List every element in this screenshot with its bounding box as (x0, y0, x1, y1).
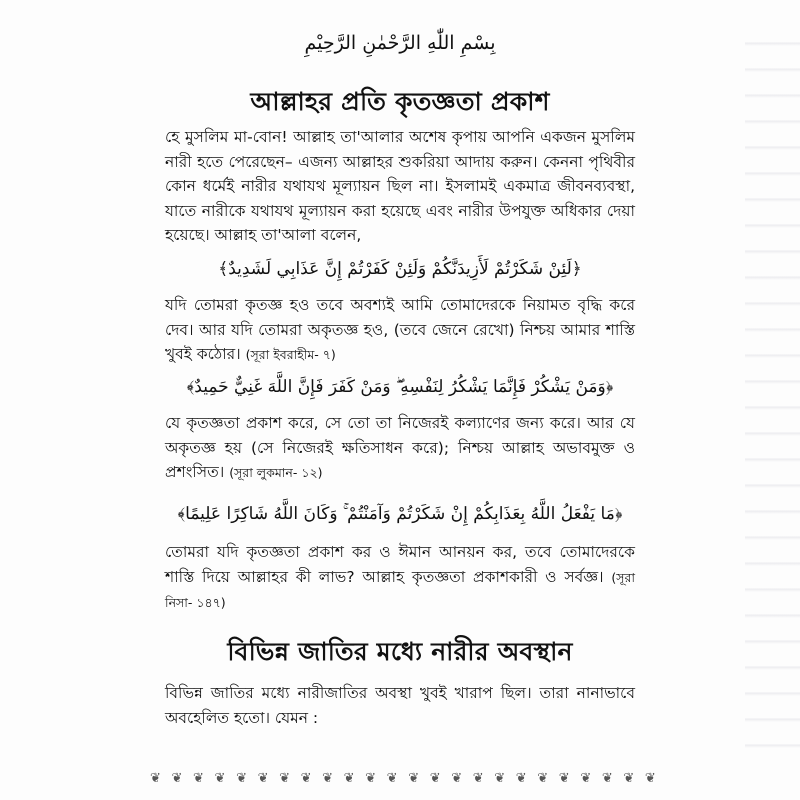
nisa-translation-text: তোমরা যদি কৃতজ্ঞতা প্রকাশ কর ও ঈমান আনয়ন কর, তবে তোমাদেরকে শাস্তি দিয়ে আল্লাহর কী লাভ? আল্লাহ কৃতজ্ঞতা প্রকাশকারী ও সর্বজ্ঞ। (165, 543, 635, 586)
heading-women-status: বিভিন্ন জাতির মধ্যে নারীর অবস্থান (227, 637, 573, 666)
ornament-flourish-icon: ❦ (386, 770, 397, 786)
paragraph-luqman-translation (165, 411, 635, 486)
ornament-flourish-icon: ❦ (343, 770, 354, 786)
ornament-flourish-icon: ❦ (300, 770, 311, 786)
luqman-translation-text: যে কৃতজ্ঞতা প্রকাশ করে, সে তো তা নিজেরই কল্যাণের জন্য করে। আর যে অকৃতজ্ঞ হয় (সে নিজেরই ক্ষতিসাধন করে); নিশ্চয় আল্লাহ অভাবমুক্ত ও প্রশংসিত। (165, 414, 635, 481)
ornament-flourish-icon: ❦ (515, 770, 526, 786)
ornament-flourish-icon: ❦ (494, 770, 505, 786)
ornament-flourish-icon: ❦ (322, 770, 333, 786)
ornament-flourish-icon: ❦ (623, 770, 634, 786)
paragraph-women-status: বিভিন্ন জাতির মধ্যে নারীজাতির অবস্থা খুবই খারাপ ছিল। তারা নানাভাবে অবহেলিত হতো। যেমন : (165, 684, 635, 727)
ornament-flourish-icon: ❦ (150, 770, 160, 786)
ornament-flourish-icon: ❦ (601, 770, 612, 786)
paragraph-intro: হে মুসলিম মা-বোন! আল্লাহ তা'আলার অশেষ কৃপায় আপনি একজন মুসলিম নারী হতে পেরেছেন– এজন্য আল্লাহর শুকরিয়া আদায় করুন। কেননা পৃথিবীর কোন ধর্মেই নারীর যথাযথ মূল্যায়ন ছিল না। ইসলামই একমাত্র জীবনব্যবস্থা, যাতে নারীকে যথাযথ মূল্যায়ন করা হয়েছে এবং নারীর উপযুক্ত অধিকার দেয়া হয়েছে। আল্লাহ তা'আলা বলেন, (165, 128, 635, 244)
luqman-reference: (সূরা লুকমান- ১২) (229, 465, 323, 480)
paragraph-nisa-translation (165, 540, 635, 616)
ornament-flourish-icon: ❦ (472, 770, 483, 786)
paragraph-ibrahim-translation (165, 293, 635, 368)
ornament-flourish-icon: ❦ (193, 770, 203, 786)
nisa-reference: (সূরা নিসা- ১৪৭) (165, 569, 635, 610)
ornament-flourish-icon: ❦ (236, 770, 246, 786)
ornament-flourish-icon: ❦ (257, 770, 268, 786)
ornament-flourish-icon: ❦ (279, 770, 289, 786)
heading-gratitude: আল্লাহর প্রতি কৃতজ্ঞতা প্রকাশ (250, 87, 550, 116)
ayah-ibrahim: ﴿لَئِنْ شَكَرْتُمْ لَأَزِيدَنَّكُمْ وَلَئِنْ كَفَرْتُمْ إِنَّ عَذَابِي لَشَدِيدٌ﴾ (218, 259, 582, 279)
bismillah: بِسْمِ اللّٰهِ الرَّحْمٰنِ الرَّحِيْمِ (304, 32, 496, 54)
ornament-flourish-icon: ❦ (558, 770, 569, 786)
ayah-nisa: ﴿مَا يَفْعَلُ اللَّهُ بِعَذَابِكُمْ إِنْ شَكَرْتُمْ وَآمَنْتُمْ ۚ وَكَانَ اللَّهُ شَاكِرًا عَلِيمًا﴾ (177, 504, 623, 524)
footer-ornament-border (150, 768, 655, 788)
ornament-flourish-icon: ❦ (365, 770, 376, 786)
ibrahim-translation-text: যদি তোমরা কৃতজ্ঞ হও তবে অবশ্যই আমি তোমাদেরকে নিয়ামত বৃদ্ধি করে দেব। আর যদি তোমরা অকৃতজ্ঞ হও, (তবে জেনে রেখো) নিশ্চয় আমার শাস্তি খুবই কঠোর। (165, 296, 635, 363)
ornament-flourish-icon: ❦ (429, 770, 440, 786)
ornament-flourish-icon: ❦ (408, 770, 419, 786)
ayah-luqman: ﴿وَمَنْ يَشْكُرْ فَإِنَّمَا يَشْكُرُ لِنَفْسِهِ ۖ وَمَنْ كَفَرَ فَإِنَّ اللَّهَ غَنِيٌّ حَمِيدٌ﴾ (186, 377, 614, 397)
ornament-flourish-icon: ❦ (580, 770, 591, 786)
ornament-flourish-icon: ❦ (171, 770, 182, 786)
ibrahim-reference: (সূরা ইবরাহীম- ৭) (245, 347, 336, 362)
ornament-flourish-icon: ❦ (644, 770, 655, 786)
ornament-flourish-icon: ❦ (451, 770, 462, 786)
ornament-flourish-icon: ❦ (214, 770, 225, 786)
ornament-flourish-icon: ❦ (537, 770, 548, 786)
